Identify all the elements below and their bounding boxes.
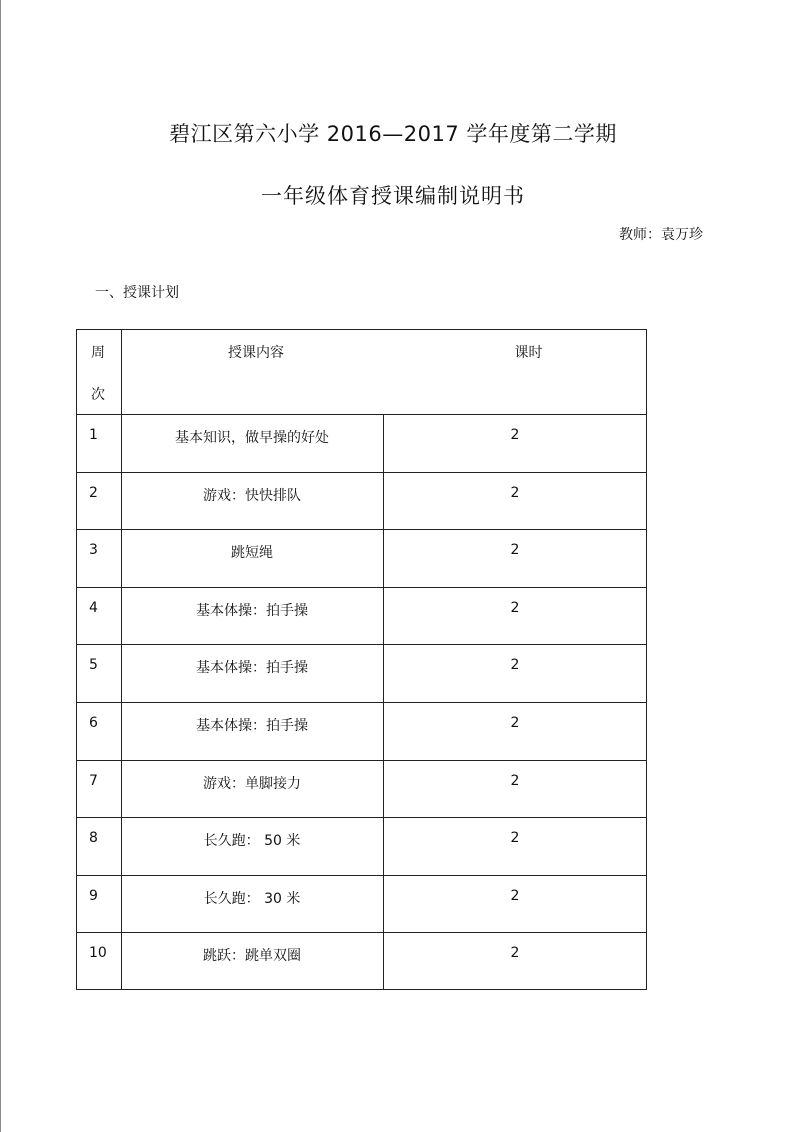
row-week: 7 xyxy=(89,773,98,789)
row-hours: 2 xyxy=(510,888,520,904)
header-content: 授课内容 xyxy=(228,345,284,361)
row-content: 基本体操：拍手操 xyxy=(196,603,308,619)
table-row xyxy=(76,587,647,645)
table-row xyxy=(76,875,647,933)
row-hours: 2 xyxy=(510,542,520,558)
header-week-bottom: 次 xyxy=(91,387,105,403)
row-week: 1 xyxy=(89,427,98,443)
table-row xyxy=(76,760,647,818)
row-week: 4 xyxy=(89,600,98,616)
table-border-top xyxy=(76,329,647,330)
document-subtitle: 一年级体育授课编制说明书 xyxy=(261,184,525,208)
row-content: 游戏：快快排队 xyxy=(203,488,301,504)
row-hours: 2 xyxy=(510,830,520,846)
table-row xyxy=(76,644,647,702)
plan-table xyxy=(76,329,647,990)
header-week-top: 周 xyxy=(91,345,105,361)
table-row xyxy=(76,817,647,875)
row-hours: 2 xyxy=(510,485,520,501)
row-content: 基本知识，做早操的好处 xyxy=(175,430,329,446)
row-week: 8 xyxy=(89,830,98,846)
table-row xyxy=(76,529,647,587)
row-week: 2 xyxy=(89,485,98,501)
teacher-label: 教师： xyxy=(619,227,661,243)
header-hours: 课时 xyxy=(514,345,543,361)
row-hours: 2 xyxy=(510,600,520,616)
row-week: 10 xyxy=(89,945,107,961)
row-hours: 2 xyxy=(510,773,520,789)
row-week: 5 xyxy=(89,657,98,673)
row-hours: 2 xyxy=(510,427,520,443)
section-heading: 一、授课计划 xyxy=(95,285,179,301)
row-week: 9 xyxy=(89,888,98,904)
row-week: 6 xyxy=(89,715,98,731)
table-row xyxy=(76,472,647,530)
row-hours: 2 xyxy=(510,945,520,961)
teacher-name: 袁万珍 xyxy=(661,227,703,243)
row-content: 基本体操：拍手操 xyxy=(196,660,308,676)
row-content: 基本体操：拍手操 xyxy=(196,718,308,734)
row-week: 3 xyxy=(89,542,98,558)
document-title: 碧江区第六小学 2016—2017 学年度第二学期 xyxy=(169,122,617,146)
table-row xyxy=(76,414,647,472)
row-hours: 2 xyxy=(510,715,520,731)
teacher-line xyxy=(619,224,703,244)
row-content: 跳跃：跳单双圈 xyxy=(203,948,301,964)
page-left-edge xyxy=(0,0,1,1132)
row-content: 长久跑： 50 米 xyxy=(203,833,301,849)
table-row xyxy=(76,932,647,990)
row-content: 跳短绳 xyxy=(231,545,273,561)
row-content: 游戏：单脚接力 xyxy=(203,776,301,792)
table-row xyxy=(76,702,647,760)
row-content: 长久跑： 30 米 xyxy=(203,891,301,907)
row-hours: 2 xyxy=(510,657,520,673)
